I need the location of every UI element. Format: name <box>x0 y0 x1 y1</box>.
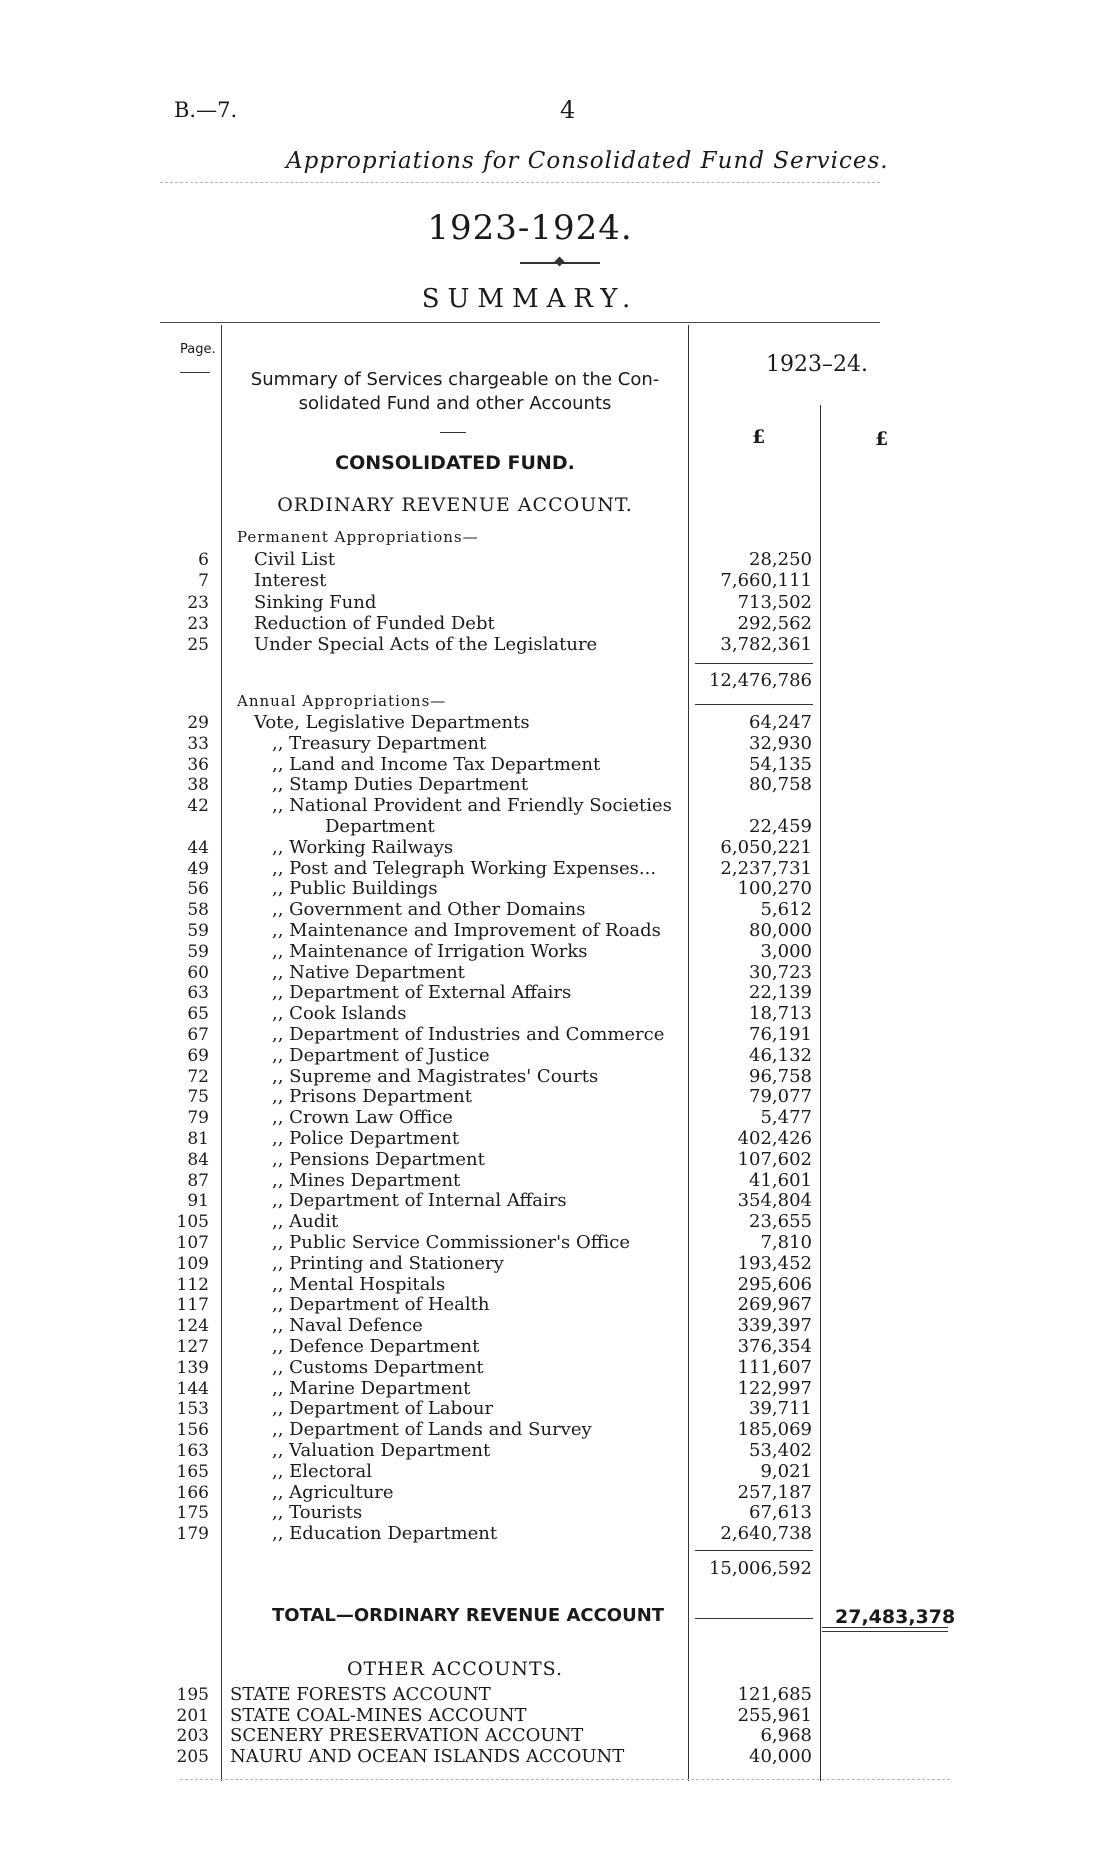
page-number: 4 <box>560 96 576 124</box>
row-page-ref: 81 <box>187 1129 209 1149</box>
row-label: Interest <box>254 570 327 592</box>
row-label: ,, Tourists <box>272 1502 363 1524</box>
row-label: ,, Supreme and Magistrates' Courts <box>272 1065 599 1087</box>
row-amount: 100,270 <box>737 878 812 900</box>
row-label: ,, Naval Defence <box>272 1315 423 1337</box>
grand-total: 27,483,378 <box>835 1606 956 1628</box>
table-row <box>0 1046 1114 1066</box>
row-page-ref: 23 <box>187 592 209 613</box>
row-amount: 41,601 <box>749 1169 812 1191</box>
table-row <box>0 1483 1114 1503</box>
row-amount: 23,655 <box>749 1211 812 1233</box>
row-amount: 80,758 <box>749 774 812 796</box>
row-page-ref: 38 <box>187 775 209 796</box>
table-row <box>0 1503 1114 1523</box>
row-page-ref: 156 <box>176 1420 209 1441</box>
row-label: ,, Printing and Stationery <box>272 1252 504 1274</box>
row-amount: 339,397 <box>737 1315 812 1337</box>
page-header-rule <box>180 372 210 373</box>
row-page-ref: 44 <box>187 837 209 858</box>
row-amount: 96,758 <box>749 1065 812 1087</box>
table-row <box>0 1316 1114 1336</box>
row-page-ref: 7 <box>198 571 209 592</box>
table-row <box>0 1004 1114 1024</box>
row-amount: 76,191 <box>749 1024 812 1045</box>
table-row <box>0 817 1114 837</box>
table-row <box>0 1129 1114 1149</box>
row-amount: 6,050,221 <box>720 836 812 858</box>
document-reference: B.—7. <box>174 98 238 122</box>
row-amount: 121,685 <box>737 1684 812 1705</box>
row-page-ref: 63 <box>187 983 209 1004</box>
row-page-ref: 203 <box>176 1726 209 1746</box>
row-page-ref: 60 <box>187 962 209 983</box>
row-amount: 111,607 <box>737 1356 812 1378</box>
row-amount: 3,782,361 <box>720 634 812 656</box>
row-label: Reduction of Funded Debt <box>254 612 495 634</box>
table-row <box>0 1087 1114 1107</box>
table-bottom-rule <box>180 1779 950 1780</box>
table-row <box>0 1254 1114 1274</box>
row-amount: 67,613 <box>749 1502 812 1524</box>
annual-subtotal: 15,006,592 <box>708 1558 812 1579</box>
row-page-ref: 29 <box>187 713 209 733</box>
row-amount: 30,723 <box>749 961 812 983</box>
row-label: ,, Marine Department <box>272 1377 471 1399</box>
row-label: NAURU AND OCEAN ISLANDS ACCOUNT <box>230 1745 625 1767</box>
row-amount: 713,502 <box>737 591 812 613</box>
table-row <box>0 1150 1114 1170</box>
year-heading: 1923-1924. <box>427 208 633 248</box>
row-label: ,, Customs Department <box>272 1356 484 1378</box>
table-top-rule <box>160 322 880 323</box>
permanent-appropriations-heading: Permanent Appropriations— <box>237 528 479 546</box>
row-page-ref: 84 <box>187 1149 209 1170</box>
table-row <box>0 1171 1114 1191</box>
table-row <box>0 921 1114 941</box>
currency-col-1: £ <box>752 426 766 448</box>
row-label: ,, Land and Income Tax Department <box>272 753 601 775</box>
grand-total-double-rule <box>822 1627 948 1632</box>
row-amount: 53,402 <box>749 1440 812 1461</box>
row-page-ref: 166 <box>176 1482 209 1503</box>
row-page-ref: 36 <box>187 754 209 775</box>
row-page-ref: 56 <box>187 879 209 900</box>
annual-start-rule <box>695 704 813 705</box>
row-label: ,, Prisons Department <box>272 1086 472 1108</box>
row-page-ref: 75 <box>187 1087 209 1108</box>
row-page-ref: 69 <box>187 1045 209 1066</box>
row-label: ,, Treasury Department <box>272 732 487 754</box>
row-amount: 7,810 <box>760 1232 812 1253</box>
table-row <box>0 942 1114 962</box>
row-amount: 2,237,731 <box>720 857 812 879</box>
row-amount: 80,000 <box>749 920 812 941</box>
row-amount: 292,562 <box>737 612 812 634</box>
row-page-ref: 165 <box>176 1461 209 1482</box>
row-amount: 257,187 <box>737 1481 812 1503</box>
row-amount: 32,930 <box>749 732 812 754</box>
row-page-ref: 42 <box>187 796 209 817</box>
ordinary-revenue-heading: ORDINARY REVENUE ACCOUNT. <box>277 494 633 516</box>
row-label: Under Special Acts of the Legislature <box>254 634 598 656</box>
table-row <box>0 1441 1114 1461</box>
table-row <box>0 1420 1114 1440</box>
consolidated-fund-heading: CONSOLIDATED FUND. <box>335 452 575 474</box>
row-page-ref: 91 <box>187 1191 209 1212</box>
row-label: Sinking Fund <box>254 591 377 613</box>
row-amount: 269,967 <box>737 1294 812 1316</box>
heading-short-rule <box>440 432 466 433</box>
row-label: ,, National Provident and Friendly Societies <box>272 795 672 817</box>
page-column-header: Page. <box>180 342 216 357</box>
table-row <box>0 1337 1114 1357</box>
row-label: ,, Department of Internal Affairs <box>272 1190 567 1212</box>
table-row <box>0 1295 1114 1315</box>
row-page-ref: 175 <box>176 1503 209 1524</box>
annual-subtotal-rule <box>695 1550 813 1551</box>
row-label: Vote, Legislative Departments <box>254 712 530 733</box>
table-row <box>0 1747 1114 1767</box>
table-row <box>0 1212 1114 1232</box>
table-row <box>0 1462 1114 1482</box>
row-amount: 40,000 <box>749 1745 812 1767</box>
row-page-ref: 25 <box>187 635 209 656</box>
row-label: Department <box>325 816 435 837</box>
table-row <box>0 1726 1114 1746</box>
table-row <box>0 550 1114 570</box>
row-amount: 3,000 <box>760 940 812 962</box>
row-amount: 5,612 <box>760 899 812 921</box>
row-label: SCENERY PRESERVATION ACCOUNT <box>230 1725 584 1746</box>
table-row <box>0 1685 1114 1705</box>
row-page-ref: 33 <box>187 733 209 754</box>
row-amount: 9,021 <box>760 1460 812 1482</box>
table-row <box>0 983 1114 1003</box>
row-label: ,, Department of Justice <box>272 1044 490 1066</box>
row-label: ,, Pensions Department <box>272 1148 485 1170</box>
row-page-ref: 139 <box>176 1357 209 1378</box>
row-page-ref: 117 <box>176 1295 209 1316</box>
table-row <box>0 879 1114 899</box>
table-row <box>0 614 1114 634</box>
table-row <box>0 1191 1114 1211</box>
table-row <box>0 1233 1114 1253</box>
row-label: Civil List <box>254 549 336 570</box>
row-page-ref: 79 <box>187 1108 209 1129</box>
row-label: STATE COAL-MINES ACCOUNT <box>230 1704 527 1726</box>
row-label: ,, Defence Department <box>272 1336 480 1357</box>
row-label: ,, Post and Telegraph Working Expenses... <box>272 857 657 879</box>
table-row <box>0 1524 1114 1544</box>
total-ordinary-revenue-label: TOTAL—ORDINARY REVENUE ACCOUNT <box>272 1605 665 1626</box>
row-amount: 22,139 <box>749 982 812 1004</box>
currency-col-2: £ <box>875 428 889 450</box>
row-label: ,, Electoral <box>272 1460 372 1482</box>
row-page-ref: 195 <box>176 1685 209 1705</box>
row-label: ,, Department of Lands and Survey <box>272 1419 592 1441</box>
row-label: ,, Police Department <box>272 1128 460 1149</box>
row-amount: 402,426 <box>737 1128 812 1149</box>
table-row <box>0 796 1114 816</box>
table-row <box>0 1275 1114 1295</box>
row-page-ref: 127 <box>176 1337 209 1357</box>
row-page-ref: 201 <box>176 1705 209 1726</box>
row-amount: 376,354 <box>737 1336 812 1357</box>
row-page-ref: 58 <box>187 900 209 921</box>
row-label: ,, Maintenance of Irrigation Works <box>272 940 588 962</box>
table-row <box>0 1706 1114 1726</box>
row-page-ref: 72 <box>187 1066 209 1087</box>
row-label: ,, Public Service Commissioner's Office <box>272 1232 631 1253</box>
row-label: ,, Mental Hospitals <box>272 1273 446 1295</box>
row-label: ,, Department of Health <box>272 1294 490 1316</box>
row-amount: 28,250 <box>749 549 812 570</box>
table-row <box>0 963 1114 983</box>
ornament-divider <box>520 262 600 264</box>
row-label: ,, Department of Industries and Commerce <box>272 1024 665 1045</box>
row-amount: 7,660,111 <box>720 570 812 592</box>
row-amount: 79,077 <box>749 1086 812 1108</box>
row-label: ,, Valuation Department <box>272 1440 491 1461</box>
table-row <box>0 635 1114 655</box>
summary-heading: SUMMARY. <box>421 284 639 314</box>
row-label: ,, Department of External Affairs <box>272 982 572 1004</box>
row-label: ,, Working Railways <box>272 836 454 858</box>
table-row <box>0 900 1114 920</box>
table-row <box>0 593 1114 613</box>
year-column-header: 1923–24. <box>766 352 868 377</box>
row-label: ,, Government and Other Domains <box>272 899 586 921</box>
row-amount: 2,640,738 <box>720 1523 812 1545</box>
row-label: ,, Native Department <box>272 961 465 983</box>
row-amount: 295,606 <box>737 1273 812 1295</box>
table-row <box>0 755 1114 775</box>
row-page-ref: 59 <box>187 921 209 941</box>
annual-appropriations-heading: Annual Appropriations— <box>237 692 447 710</box>
table-row <box>0 1067 1114 1087</box>
table-row <box>0 775 1114 795</box>
row-page-ref: 107 <box>176 1233 209 1253</box>
row-page-ref: 6 <box>198 550 209 570</box>
row-amount: 39,711 <box>749 1398 812 1420</box>
row-page-ref: 163 <box>176 1441 209 1461</box>
row-amount: 5,477 <box>760 1107 812 1129</box>
permanent-subtotal-rule <box>695 663 813 664</box>
row-page-ref: 205 <box>176 1746 209 1767</box>
table-row <box>0 1108 1114 1128</box>
row-page-ref: 179 <box>176 1524 209 1545</box>
row-amount: 18,713 <box>749 1003 812 1025</box>
row-label: STATE FORESTS ACCOUNT <box>230 1684 491 1705</box>
other-accounts-heading: OTHER ACCOUNTS. <box>346 1658 564 1680</box>
row-page-ref: 124 <box>176 1316 209 1337</box>
row-page-ref: 109 <box>176 1253 209 1274</box>
row-label: ,, Public Buildings <box>272 878 438 900</box>
table-row <box>0 1399 1114 1419</box>
row-page-ref: 65 <box>187 1004 209 1025</box>
row-amount: 6,968 <box>760 1725 812 1746</box>
row-label: ,, Audit <box>272 1211 339 1233</box>
row-page-ref: 49 <box>187 858 209 879</box>
row-amount: 255,961 <box>737 1704 812 1726</box>
table-row <box>0 859 1114 879</box>
row-amount: 354,804 <box>737 1190 812 1212</box>
row-amount: 22,459 <box>749 816 812 837</box>
total-rule <box>695 1618 813 1619</box>
row-label: ,, Crown Law Office <box>272 1107 453 1129</box>
row-label: ,, Stamp Duties Department <box>272 774 529 796</box>
table-row <box>0 713 1114 733</box>
row-page-ref: 59 <box>187 941 209 962</box>
page-title: Appropriations for Consolidated Fund Services. <box>286 148 889 174</box>
row-amount: 46,132 <box>749 1044 812 1066</box>
summary-description-header: Summary of Services chargeable on the Con-solidated Fund and other Accounts <box>250 369 660 414</box>
row-label: ,, Education Department <box>272 1523 498 1545</box>
row-label: ,, Department of Labour <box>272 1398 494 1420</box>
row-page-ref: 87 <box>187 1170 209 1191</box>
row-page-ref: 112 <box>176 1274 209 1295</box>
permanent-subtotal: 12,476,786 <box>708 670 812 691</box>
row-page-ref: 67 <box>187 1025 209 1045</box>
table-row <box>0 838 1114 858</box>
row-amount: 64,247 <box>749 712 812 733</box>
title-underline <box>160 182 880 183</box>
row-amount: 107,602 <box>737 1148 812 1170</box>
row-amount: 122,997 <box>737 1377 812 1399</box>
row-page-ref: 153 <box>176 1399 209 1420</box>
table-row <box>0 1025 1114 1045</box>
row-label: ,, Mines Department <box>272 1169 461 1191</box>
row-page-ref: 23 <box>187 613 209 634</box>
row-label: ,, Agriculture <box>272 1481 394 1503</box>
row-label: ,, Maintenance and Improvement of Roads <box>272 920 661 941</box>
row-amount: 185,069 <box>737 1419 812 1441</box>
row-amount: 54,135 <box>749 753 812 775</box>
row-amount: 193,452 <box>737 1252 812 1274</box>
table-row <box>0 1358 1114 1378</box>
row-label: ,, Cook Islands <box>272 1003 407 1025</box>
table-row <box>0 1379 1114 1399</box>
row-page-ref: 144 <box>176 1378 209 1399</box>
table-row <box>0 571 1114 591</box>
row-page-ref: 105 <box>176 1212 209 1233</box>
table-row <box>0 734 1114 754</box>
